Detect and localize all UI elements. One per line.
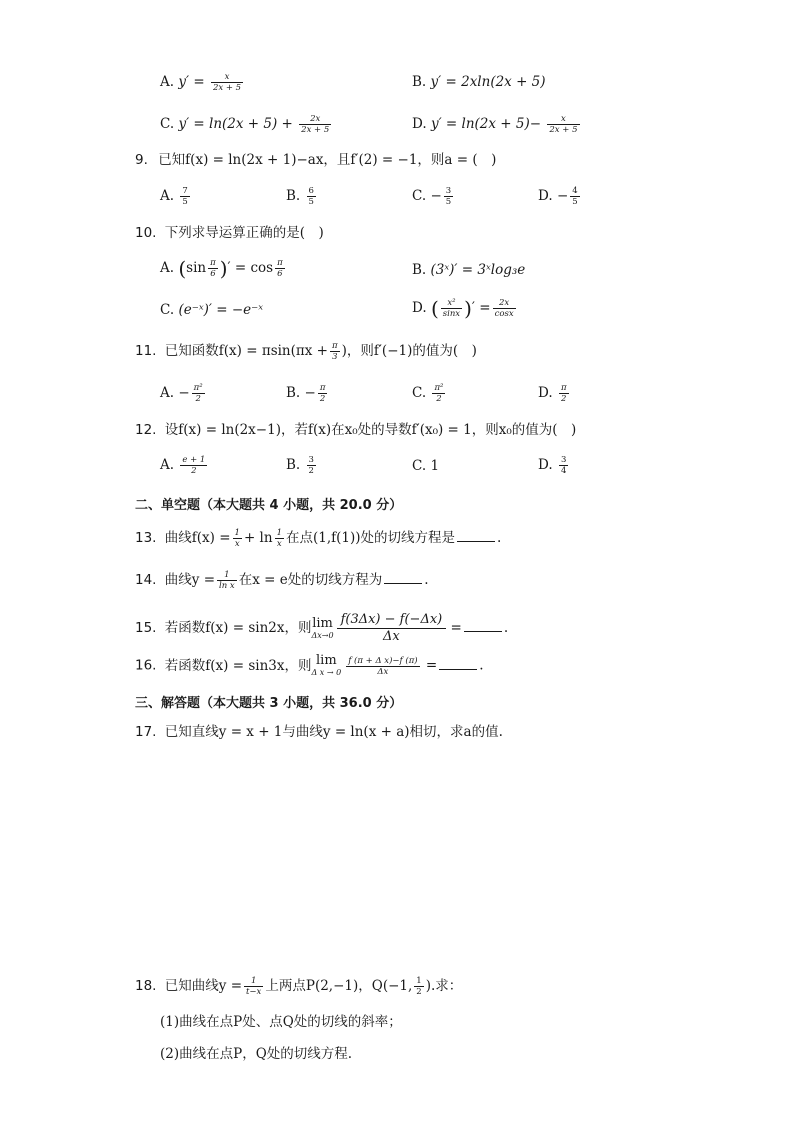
numerator: 1 bbox=[234, 528, 240, 538]
fraction bbox=[208, 258, 218, 279]
fraction bbox=[217, 570, 237, 591]
lim-text: lim bbox=[316, 653, 337, 668]
option-letter: D. bbox=[538, 188, 553, 204]
option-letter: A. bbox=[160, 260, 175, 276]
denominator: 2 bbox=[319, 394, 326, 404]
question-number: 13. bbox=[135, 530, 157, 546]
option-letter: C. bbox=[412, 385, 427, 401]
q18-sub1: (1)曲线在点P处、点Q处的切线的斜率； bbox=[160, 1014, 402, 1030]
option-letter: B. bbox=[412, 74, 427, 90]
point-q-start: (−1, bbox=[382, 978, 413, 994]
q12-stem bbox=[135, 420, 576, 440]
numerator: π bbox=[277, 258, 283, 268]
fraction bbox=[444, 186, 453, 207]
fraction bbox=[318, 383, 328, 404]
equals: = bbox=[450, 620, 462, 636]
q9-stem bbox=[135, 150, 496, 170]
question-text: 已知曲线y = bbox=[164, 978, 243, 994]
numerator: π² bbox=[434, 383, 444, 393]
fraction bbox=[211, 72, 243, 93]
question-number: 9. bbox=[135, 152, 148, 168]
numerator: f (π + Δ x)−f (π) bbox=[348, 655, 418, 666]
fraction bbox=[307, 186, 316, 207]
q12-option-c bbox=[412, 456, 439, 476]
fraction bbox=[559, 455, 568, 476]
question-number: 11. bbox=[135, 343, 157, 359]
option-letter: C. bbox=[160, 302, 175, 318]
fraction bbox=[337, 612, 447, 645]
fraction bbox=[180, 186, 189, 207]
numerator: 7 bbox=[182, 186, 188, 196]
q13 bbox=[135, 528, 501, 549]
limit bbox=[311, 654, 341, 678]
q10-option-a bbox=[160, 258, 287, 279]
fraction bbox=[346, 656, 419, 677]
answer-blank[interactable] bbox=[439, 657, 477, 670]
fraction bbox=[299, 114, 331, 135]
q14 bbox=[135, 570, 429, 591]
fraction bbox=[441, 298, 462, 319]
denominator: Δx bbox=[383, 629, 400, 644]
q15 bbox=[135, 612, 508, 645]
option-letter: A. bbox=[160, 457, 175, 473]
option-expr: y′ = bbox=[178, 74, 205, 90]
q18-sub2: (2)曲线在点P，Q处的切线方程. bbox=[160, 1046, 353, 1062]
numerator: π bbox=[560, 383, 567, 393]
denominator: 5 bbox=[182, 197, 188, 207]
numerator: x bbox=[547, 114, 579, 125]
option-expr: (e⁻ˣ)′ = −e⁻ˣ bbox=[178, 302, 264, 318]
option-letter: A. bbox=[160, 74, 175, 90]
numerator: 1 bbox=[244, 976, 263, 987]
fraction bbox=[275, 528, 284, 549]
numerator: 1 bbox=[416, 976, 422, 986]
numerator: 3 bbox=[560, 455, 567, 465]
question-text-end: 在x = e处的切线方程为 bbox=[238, 572, 383, 588]
fraction bbox=[192, 383, 205, 404]
option-expr: y′ = 2xln(2x + 5) bbox=[430, 74, 546, 90]
numerator: π bbox=[332, 341, 338, 351]
right-paren: ) bbox=[219, 256, 228, 281]
left-paren: ( bbox=[430, 296, 439, 321]
answer-blank[interactable] bbox=[464, 619, 502, 632]
fraction bbox=[244, 976, 263, 997]
q18 bbox=[135, 976, 462, 997]
lim-subscript: Δx→0 bbox=[311, 630, 334, 640]
denominator: x bbox=[234, 539, 240, 549]
option-expr: 1 bbox=[430, 458, 440, 474]
equals: ′ = bbox=[471, 300, 491, 316]
q12-option-b bbox=[286, 455, 318, 476]
fraction bbox=[330, 341, 340, 362]
q10-stem bbox=[135, 223, 324, 243]
numerator: π bbox=[210, 258, 216, 268]
section-heading-fill-in: 二、单空题（本大题共 4 小题，共 20.0 分） bbox=[135, 498, 403, 513]
q10-option-d bbox=[412, 298, 518, 319]
sin-text: sin bbox=[186, 260, 207, 276]
question-text: 若函数f(x) = sin2x，则 bbox=[164, 620, 312, 636]
q11-stem bbox=[135, 341, 477, 362]
question-text: 曲线y = bbox=[164, 572, 216, 588]
fraction bbox=[547, 114, 579, 135]
numerator: 2x bbox=[493, 298, 516, 309]
question-text: 已知函数f(x) = πsin(πx + bbox=[164, 343, 328, 359]
numerator: 1 bbox=[217, 570, 237, 581]
denominator: cosx bbox=[494, 309, 514, 319]
question-number: 10. bbox=[135, 225, 157, 241]
denominator: 4 bbox=[560, 466, 567, 476]
question-text-end: ).求： bbox=[425, 978, 463, 994]
fraction bbox=[559, 383, 569, 404]
minus-sign: − bbox=[556, 188, 569, 204]
q17 bbox=[135, 722, 503, 742]
option-letter: D. bbox=[412, 300, 427, 316]
q11-option-d bbox=[538, 383, 571, 404]
q9-option-d bbox=[538, 186, 582, 207]
numerator: 2x bbox=[299, 114, 331, 125]
fraction bbox=[432, 383, 445, 404]
question-text: 已知直线y = x + 1与曲线y = ln(x + a)相切，求a的值. bbox=[164, 724, 503, 740]
denominator: 2 bbox=[191, 466, 197, 476]
left-paren: ( bbox=[178, 256, 187, 281]
option-letter: B. bbox=[286, 188, 301, 204]
denominator: Δx bbox=[377, 666, 389, 677]
denominator: 2 bbox=[308, 466, 314, 476]
q11-option-c bbox=[412, 383, 447, 404]
question-text: 若函数f(x) = sin3x，则 bbox=[164, 657, 312, 674]
numerator: 1 bbox=[276, 528, 282, 538]
denominator: 2x + 5 bbox=[301, 125, 330, 135]
answer-blank[interactable] bbox=[384, 571, 422, 584]
denominator: 6 bbox=[277, 269, 283, 279]
equals-cos: ′ = cos bbox=[227, 260, 274, 276]
equals: = bbox=[425, 657, 438, 674]
q8-option-b bbox=[412, 72, 546, 92]
fraction bbox=[493, 298, 516, 319]
option-expr: y′ = ln(2x + 5)− bbox=[430, 116, 542, 132]
fraction bbox=[307, 455, 316, 476]
denominator: 5 bbox=[572, 197, 578, 207]
q8-option-d bbox=[412, 114, 582, 135]
denominator: sinx bbox=[442, 309, 461, 319]
q9-option-b bbox=[286, 186, 318, 207]
denominator: 5 bbox=[308, 197, 314, 207]
plus-ln: + ln bbox=[243, 530, 273, 546]
q9-option-a bbox=[160, 186, 192, 207]
denominator: 2 bbox=[416, 987, 422, 997]
option-letter: A. bbox=[160, 188, 175, 204]
q9-option-c bbox=[412, 186, 455, 207]
option-letter: A. bbox=[160, 385, 175, 401]
question-number: 17. bbox=[135, 724, 157, 740]
minus-sign: − bbox=[430, 188, 442, 204]
question-number: 14. bbox=[135, 572, 157, 588]
period: . bbox=[424, 572, 429, 588]
period: . bbox=[497, 530, 502, 546]
option-letter: B. bbox=[412, 262, 427, 278]
question-text-end: 在点(1,f(1))处的切线方程是 bbox=[286, 530, 456, 546]
option-letter: C. bbox=[412, 458, 427, 474]
fraction bbox=[570, 186, 579, 207]
q11-option-a bbox=[160, 383, 207, 404]
denominator: 5 bbox=[445, 197, 452, 207]
denominator: 6 bbox=[210, 269, 216, 279]
numerator: π bbox=[319, 383, 326, 393]
option-letter: C. bbox=[160, 116, 175, 132]
numerator: 3 bbox=[308, 455, 314, 465]
question-number: 15. bbox=[135, 620, 157, 636]
denominator: x bbox=[276, 539, 282, 549]
denominator: 2x + 5 bbox=[549, 125, 578, 135]
question-text: 曲线f(x) = bbox=[164, 530, 231, 546]
minus-sign: − bbox=[178, 385, 190, 401]
q16 bbox=[135, 654, 484, 678]
section-heading-answer: 三、解答题（本大题共 3 小题，共 36.0 分） bbox=[135, 696, 403, 711]
period: . bbox=[503, 620, 509, 636]
q8-option-c bbox=[160, 114, 333, 135]
question-number: 16. bbox=[135, 657, 157, 674]
numerator: 6 bbox=[308, 186, 314, 196]
option-letter: D. bbox=[538, 385, 553, 401]
question-text-mid: 上两点P(2,−1)，Q bbox=[265, 978, 383, 994]
option-letter: B. bbox=[286, 385, 301, 401]
lim-text: lim bbox=[312, 615, 333, 631]
option-expr: y′ = ln(2x + 5) + bbox=[178, 116, 293, 132]
question-number: 18. bbox=[135, 978, 157, 994]
limit bbox=[311, 617, 333, 641]
fraction bbox=[180, 455, 207, 476]
numerator: x² bbox=[441, 298, 462, 309]
q11-option-b bbox=[286, 383, 329, 404]
question-text-end: )，则f′(−1)的值为( ) bbox=[341, 343, 477, 359]
q12-option-d bbox=[538, 455, 570, 476]
fraction bbox=[275, 258, 285, 279]
denominator: ln x bbox=[219, 581, 235, 591]
denominator: t−x bbox=[246, 987, 262, 997]
period: . bbox=[479, 657, 484, 674]
numerator: e + 1 bbox=[182, 455, 206, 465]
minus-sign: − bbox=[304, 385, 316, 401]
numerator: 3 bbox=[445, 186, 452, 196]
q12-option-a bbox=[160, 455, 209, 476]
denominator: 3 bbox=[332, 352, 338, 362]
question-number: 12. bbox=[135, 422, 157, 438]
denominator: 2 bbox=[561, 394, 567, 404]
denominator: 2 bbox=[195, 394, 201, 404]
denominator: 2 bbox=[436, 394, 442, 404]
numerator: f(3Δx) − f(−Δx) bbox=[337, 612, 447, 629]
option-letter: B. bbox=[286, 457, 301, 473]
question-text: 设f(x) = ln(2x−1)，若f(x)在x₀处的导数f′(x₀) = 1，则x₀的值为( ) bbox=[164, 422, 577, 438]
q10-option-b bbox=[412, 260, 525, 280]
option-letter: D. bbox=[412, 116, 427, 132]
option-letter: C. bbox=[412, 188, 427, 204]
answer-blank[interactable] bbox=[457, 529, 495, 542]
denominator: 2x + 5 bbox=[212, 83, 242, 93]
question-text: 下列求导运算正确的是( ) bbox=[164, 225, 324, 241]
option-expr: (3ˣ)′ = 3ˣlog₃e bbox=[430, 262, 526, 278]
q10-option-c bbox=[160, 300, 263, 320]
fraction bbox=[414, 976, 423, 997]
question-text: 已知f(x) = ln(2x + 1)−ax，且f′(2) = −1，则a = ( ) bbox=[158, 152, 497, 168]
numerator: 4 bbox=[572, 186, 578, 196]
numerator: x bbox=[211, 72, 243, 83]
right-paren: ) bbox=[464, 296, 472, 321]
option-letter: D. bbox=[538, 457, 553, 473]
numerator: π² bbox=[193, 383, 203, 393]
q8-option-a bbox=[160, 72, 245, 93]
lim-subscript: Δ x → 0 bbox=[311, 668, 342, 677]
fraction bbox=[233, 528, 242, 549]
